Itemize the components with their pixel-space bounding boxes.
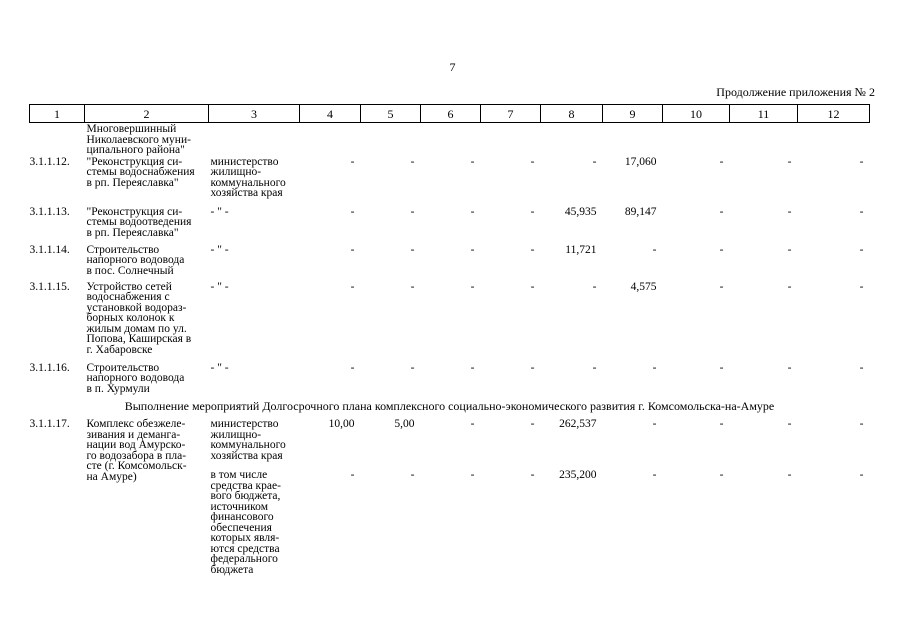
appendix-table xyxy=(29,104,870,575)
cell: - xyxy=(410,361,415,374)
table-row xyxy=(30,157,870,207)
page-number: 7 xyxy=(449,60,456,74)
cell: - xyxy=(787,280,792,293)
cell: 5,00 xyxy=(394,418,415,430)
row-name: Устройство сетей водоснабжения с установкой водораз- борных колонок к жилым домам по ул. Попова, Каширская в г. Хабаровске xyxy=(86,280,192,356)
cell: - xyxy=(470,243,475,256)
cell: 4,575 xyxy=(630,280,657,293)
row-code: 3.1.1.16. xyxy=(29,361,70,374)
cell: - xyxy=(470,418,475,430)
cell: 10,00 xyxy=(328,418,355,430)
col-header-7: 7 xyxy=(481,105,541,123)
cell: - xyxy=(719,243,724,256)
cell: - xyxy=(859,361,864,374)
cell: - xyxy=(350,243,355,256)
cell: - xyxy=(859,469,864,481)
row-name: "Реконструкция си- стемы водоотведения в рп. Переяславка" xyxy=(86,205,192,239)
cell: - xyxy=(787,243,792,256)
col-header-9: 9 xyxy=(603,105,663,123)
cell: - xyxy=(592,155,597,168)
cell: - xyxy=(470,361,475,374)
continuation-label: Продолжение приложения № 2 xyxy=(716,85,875,99)
table-row xyxy=(30,419,870,470)
row-name: Строительство напорного водовода в пос. Солнечный xyxy=(86,243,185,277)
column-header-row xyxy=(30,105,870,123)
cell: - xyxy=(410,469,415,481)
row-org: министерство жилищно- коммунального хозяйства края xyxy=(210,418,286,462)
cell: - xyxy=(350,361,355,374)
cell: - xyxy=(787,361,792,374)
col-header-11: 11 xyxy=(730,105,798,123)
cell: - xyxy=(592,280,597,293)
col-header-5: 5 xyxy=(361,105,421,123)
col-header-3: 3 xyxy=(209,105,300,123)
cell: - xyxy=(530,155,535,168)
cell: - xyxy=(652,418,657,430)
cell: - xyxy=(530,280,535,293)
cell: - xyxy=(410,280,415,293)
col-header-12: 12 xyxy=(798,105,870,123)
table-row xyxy=(30,363,870,397)
cell: - xyxy=(859,280,864,293)
col-header-10: 10 xyxy=(663,105,730,123)
row-org: - " - xyxy=(210,243,229,256)
cell: - xyxy=(530,205,535,218)
table-row xyxy=(30,207,870,245)
cell: - xyxy=(652,243,657,256)
cell: - xyxy=(719,155,724,168)
cell: - xyxy=(410,243,415,256)
cell: - xyxy=(350,155,355,168)
section-row xyxy=(30,397,870,420)
col-header-2: 2 xyxy=(85,105,209,123)
cell: 235,200 xyxy=(559,469,597,481)
cell: - xyxy=(470,155,475,168)
cell: - xyxy=(410,155,415,168)
table-row xyxy=(30,123,870,157)
col-header-1: 1 xyxy=(30,105,85,123)
row-code: 3.1.1.14. xyxy=(29,243,70,256)
cell: - xyxy=(787,469,792,481)
cell: - xyxy=(592,361,597,374)
row-code: 3.1.1.15. xyxy=(29,280,70,293)
row-org: - " - xyxy=(210,280,229,293)
cell: - xyxy=(859,243,864,256)
cell: - xyxy=(470,280,475,293)
row-org: министерство жилищно- коммунального хозяйства края xyxy=(210,155,286,199)
cell: 11,721 xyxy=(565,243,597,256)
row-sub-org: в том числе средства крае- вого бюджета, источником финансового обеспечения которых явля- ются средства федерального бюджета xyxy=(210,469,281,576)
row-code: 3.1.1.13. xyxy=(29,205,70,218)
cell: - xyxy=(530,418,535,430)
table-row xyxy=(30,282,870,363)
cell: - xyxy=(652,469,657,481)
cell: - xyxy=(719,469,724,481)
cell: 262,537 xyxy=(559,418,597,430)
cell: - xyxy=(719,205,724,218)
cell: - xyxy=(859,418,864,430)
cell: - xyxy=(719,418,724,430)
col-header-8: 8 xyxy=(541,105,603,123)
continued-name: Многовершинный Николаевского муни- ципального района" xyxy=(86,123,191,156)
cell: - xyxy=(470,205,475,218)
row-name: Строительство напорного водовода в п. Хурмули xyxy=(86,361,185,395)
cell: - xyxy=(652,361,657,374)
cell: - xyxy=(787,155,792,168)
cell: - xyxy=(410,205,415,218)
cell: - xyxy=(350,469,355,481)
cell: - xyxy=(787,205,792,218)
table-row xyxy=(30,245,870,282)
cell: - xyxy=(859,155,864,168)
cell: 45,935 xyxy=(564,205,597,218)
cell: - xyxy=(530,469,535,481)
row-name: "Реконструкция си- стемы водоснабжения в рп. Переяславка" xyxy=(86,155,195,189)
section-title: Выполнение мероприятий Долгосрочного плана комплексного социально-экономического развития г. Комсомольска-на-Амуре xyxy=(124,398,775,413)
cell: - xyxy=(719,361,724,374)
col-header-4: 4 xyxy=(300,105,361,123)
cell: - xyxy=(350,205,355,218)
cell: - xyxy=(787,418,792,430)
cell: 17,060 xyxy=(624,155,657,168)
row-org: - " - xyxy=(210,361,229,374)
cell: - xyxy=(350,280,355,293)
cell: - xyxy=(859,205,864,218)
cell: - xyxy=(530,243,535,256)
cell: - xyxy=(530,361,535,374)
row-org: - " - xyxy=(210,205,229,218)
col-header-6: 6 xyxy=(421,105,481,123)
cell: - xyxy=(470,469,475,481)
cell: 89,147 xyxy=(624,205,657,218)
row-code: 3.1.1.17. xyxy=(29,418,70,430)
cell: - xyxy=(719,280,724,293)
row-code: 3.1.1.12. xyxy=(29,155,70,168)
row-name: Комплекс обезжеле- зивания и деманга- нации вод Амурско- го водозабора в пла- сте (г. Комсомольск- на Амуре) xyxy=(86,418,187,483)
